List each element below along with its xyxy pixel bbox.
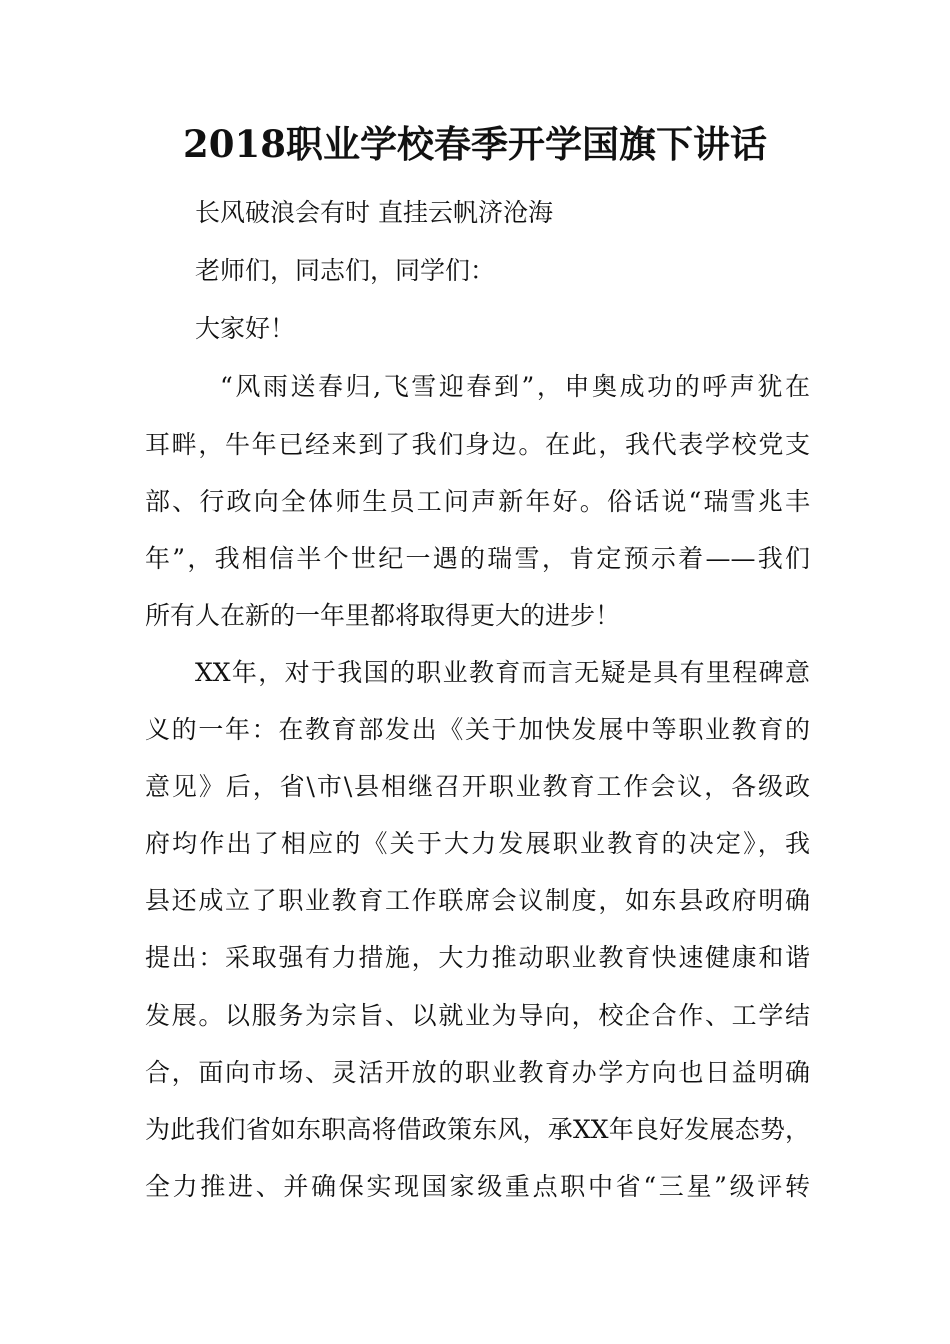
paragraph-line: 府均作出了相应的《关于大力发展职业教育的决定》，我 [145, 829, 810, 858]
paragraph-line: XX年，对于我国的职业教育而言无疑是具有里程碑意 [195, 658, 810, 687]
subtitle-line: 长风破浪会有时 直挂云帆济沧海 [195, 198, 553, 227]
paragraph-line: 年”，我相信半个世纪一遇的瑞雪，肯定预示着——我们 [145, 544, 810, 573]
paragraph-line: “风雨送春归,飞雪迎春到”，申奥成功的呼声犹在 [220, 372, 810, 401]
paragraph-line: 部、行政向全体师生员工问声新年好。俗话说“瑞雪兆丰 [145, 487, 810, 516]
paragraph-line: 义的一年：在教育部发出《关于加快发展中等职业教育的 [145, 715, 810, 744]
greeting-line: 大家好！ [195, 314, 296, 343]
paragraph-line: 耳畔，牛年已经来到了我们身边。在此，我代表学校党支 [145, 430, 810, 459]
paragraph-line: 发展。以服务为宗旨、以就业为导向，校企合作、工学结 [145, 1001, 810, 1030]
paragraph-line: 提出：采取强有力措施，大力推动职业教育快速健康和谐 [145, 943, 810, 972]
paragraph-line: 所有人在新的一年里都将取得更大的进步！ [145, 601, 621, 630]
paragraph-line: 县还成立了职业教育工作联席会议制度，如东县政府明确 [145, 886, 810, 915]
paragraph-line: 意见》后，省\市\县相继召开职业教育工作会议，各级政 [145, 772, 810, 801]
salutation-line: 老师们，同志们，同学们： [195, 256, 496, 285]
paragraph-line: 为此我们省如东职高将借政策东风，承XX年良好发展态势， [145, 1115, 810, 1144]
paragraph-line: 全力推进、并确保实现国家级重点职中省“三星”级评转 [145, 1172, 810, 1201]
document-title: 2018职业学校春季开学国旗下讲话 [183, 122, 767, 166]
paragraph-line: 合，面向市场、灵活开放的职业教育办学方向也日益明确 [145, 1058, 810, 1087]
